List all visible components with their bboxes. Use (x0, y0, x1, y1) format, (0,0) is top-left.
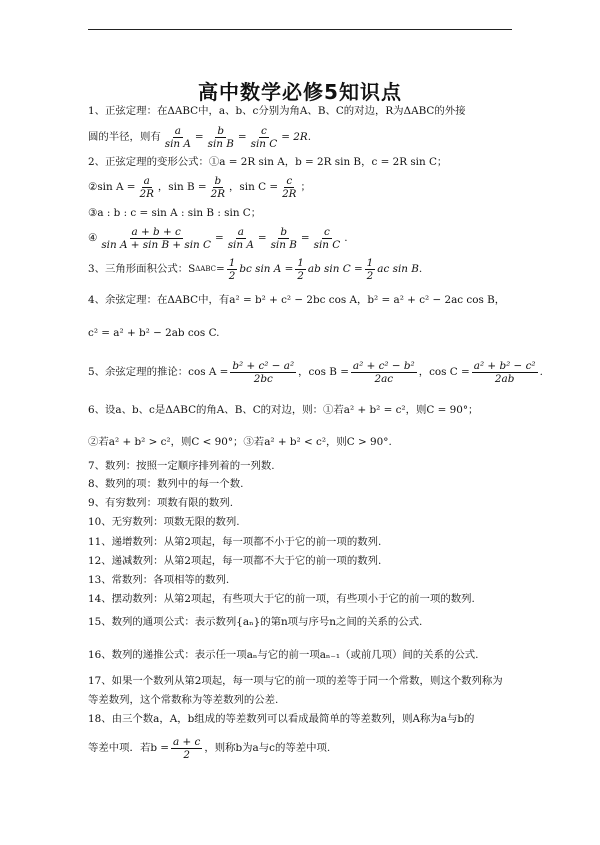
fraction-one-half (227, 257, 238, 282)
fraction-numerator: b (214, 174, 222, 187)
item-4-line-2: c² = a² + b² − 2ab cos C. (88, 327, 220, 339)
item-5-period: . (539, 366, 543, 378)
fraction-denominator: 2ab (494, 372, 515, 385)
fraction-numerator: a + c (173, 735, 201, 748)
item-12: 12、递减数列：从第2项起，每一项都不大于它的前一项的数列. (88, 555, 382, 567)
fraction-sum-ratio (99, 226, 213, 251)
header-rule (88, 29, 512, 30)
item-4-line-1: 4、余弦定理：在ΔABC中，有a² = b² + c² − 2bc cos A，b² = a² + c² − 2ac cos B， (88, 294, 506, 306)
item-8: 8、数列的项：数列中的每一个数. (88, 478, 244, 490)
item-18-line-1: 18、由三个数a，A，b组成的等差数列可以看成最简单的等差数列，则A称为a与b的 (88, 713, 475, 725)
fraction-numerator: 1 (228, 256, 236, 269)
fraction-denominator: sin B (207, 137, 234, 150)
fraction-c-over-sinC-2 (312, 226, 343, 251)
item-2-sinA-label: ②sin A = (88, 181, 136, 193)
fraction-numerator: c (286, 174, 293, 187)
item-6-line-2: ②若a² + b² > c²，则C < 90°；③若a² + b² < c²，则C > 90°. (88, 436, 392, 448)
fraction-denominator: sin C (313, 238, 341, 251)
fraction-numerator: 1 (297, 256, 304, 269)
fraction-denominator: 2R (139, 187, 154, 200)
fraction-one-half-2 (295, 257, 306, 282)
fraction-denominator: sin B (270, 238, 297, 251)
page-title: 高中数学必修5知识点 (198, 80, 402, 104)
fraction-numerator: b (217, 124, 225, 137)
item-6-line-1: 6、设a、b、c是ΔABC的角A、B、C的对边，则：①若a² + b² = c²，则C = 90°； (88, 404, 479, 416)
fraction-one-half-3 (365, 257, 376, 282)
fraction-denominator: sin A + sin B + sin C (101, 238, 211, 251)
item-3-term-bc: bc sin A = (239, 263, 294, 275)
item-16: 16、数列的递推公式：表示任一项aₙ与它的前一项aₙ₋₁（或前几项）间的关系的公式. (88, 649, 479, 661)
item-2-marker-4: ④ (88, 232, 98, 244)
item-3-subscript: ΔABC (195, 265, 216, 273)
item-1-line-1: 1、正弦定理：在ΔABC中，a、b、c分别为角A、B、C的对边，R为ΔABC的外接 (88, 105, 466, 117)
item-2-semicolon: ； (300, 181, 311, 193)
item-17-line-2: 等差数列，这个常数称为等差数列的公差. (88, 694, 279, 706)
item-2-line-2 (88, 174, 530, 200)
fraction-numerator: a (174, 124, 181, 137)
item-17-line-1: 17、如果一个数列从第2项起，每一项与它的前一项的差等于同一个常数，则这个数列称为 (88, 675, 503, 687)
item-2-line-1: 2、正弦定理的变形公式：①a = 2R sin A，b = 2R sin B，c = 2R sin C； (88, 156, 448, 168)
item-3-term-ac: ac sin B. (377, 263, 423, 275)
item-2-line-4: ④ $\frac{a + b + c}{\text{sin A + sin B + sin C}}$ = $\frac{a}{\text{sin A}}$ = $\frac{b}{\text{sin B}}$ = $\frac{c}{\text{sin C}}$ . (88, 225, 348, 251)
fraction-b-over-sinB-2 (269, 226, 299, 251)
item-2-period: . (344, 232, 348, 244)
item-3-label: 3、三角形面积公式：S (88, 263, 196, 275)
item-2-sinB-label: ，sin B = (157, 181, 207, 193)
fraction-a-over-sinA-2 (226, 226, 256, 251)
fraction-denominator: 2 (297, 269, 304, 282)
fraction-numerator: b² + c² − a² (232, 359, 295, 372)
item-5-cosB-label: ，cos B = (298, 366, 349, 378)
item-1-period: . (307, 131, 311, 143)
fraction-a-over-sinA (163, 125, 193, 150)
item-5-cosine-corollary (88, 358, 543, 386)
fraction-numerator: 1 (366, 256, 374, 269)
item-3-area-formula (88, 256, 530, 282)
fraction-denominator: 2R (210, 187, 226, 200)
fraction-numerator: a + b + c (131, 225, 181, 238)
fraction-a-over-2R (137, 175, 155, 200)
fraction-denominator: sin A (227, 238, 254, 251)
fraction-numerator: c (324, 225, 330, 238)
item-10: 10、无穷数列：项数无限的数列. (88, 516, 240, 528)
fraction-numerator: c (261, 124, 267, 137)
item-1-result: = 2R (281, 131, 308, 143)
item-11: 11、递增数列：从第2项起，每一项都不小于它的前一项的数列. (88, 536, 382, 548)
fraction-b-over-sinB (206, 125, 236, 150)
item-18-prefix: 等差中项．若b = (88, 742, 170, 754)
item-14: 14、摆动数列：从第2项起，有些项大于它的前一项，有些项小于它的前一项的数列. (88, 593, 475, 605)
fraction-denominator: sin A (164, 137, 191, 150)
item-1-line-2: 圆的半径，则有 $\frac{a}{\text{sin A}}$ = $\frac{b}{\text{sin B}}$ = $\frac{c}{\text{sin C}}$ = 2R . (88, 124, 311, 150)
item-15: 15、数列的通项公式：表示数列{aₙ}的第n项与序号n之间的关系的公式. (88, 616, 423, 628)
item-18-suffix: ，则称b为a与c的等差中项. (204, 742, 331, 754)
fraction-denominator: 2 (228, 269, 236, 282)
fraction-denominator: 2 (183, 748, 190, 761)
fraction-cosB (351, 360, 417, 385)
fraction-numerator: a² + c² − b² (352, 359, 415, 372)
fraction-denominator: 2 (366, 269, 374, 282)
fraction-denominator: 2ac (374, 372, 394, 385)
item-3-term-ab: ab sin C = (307, 263, 363, 275)
item-5-label: 5、余弦定理的推论：cos A = (88, 366, 229, 378)
item-2-sinC-label: ，sin C = (229, 181, 279, 193)
item-9: 9、有穷数列：项数有限的数列. (88, 497, 233, 509)
item-3-equals: = (216, 263, 225, 275)
fraction-denominator: 2bc (253, 372, 273, 385)
item-13: 13、常数列：各项相等的数列. (88, 574, 230, 586)
fraction-numerator: a² + b² − c² (473, 359, 536, 372)
fraction-denominator: sin C (250, 137, 278, 150)
fraction-denominator: 2R (282, 187, 297, 200)
fraction-c-over-sinC (249, 125, 280, 150)
fraction-c-over-2R (280, 175, 298, 200)
fraction-cosC (472, 360, 538, 385)
fraction-numerator: a (237, 225, 244, 238)
fraction-a-plus-c-over-2 (171, 736, 202, 761)
item-2-line-3: ③a : b : c = sin A : sin B : sin C； (88, 207, 262, 219)
item-5-cosC-label: ，cos C = (418, 366, 470, 378)
item-1-prefix: 圆的半径，则有 (88, 131, 161, 143)
item-7: 7、数列：按照一定顺序排列着的一列数. (88, 460, 275, 472)
item-18-line-2 (88, 733, 530, 763)
fraction-numerator: b (280, 225, 288, 238)
fraction-cosA (230, 360, 296, 385)
fraction-b-over-2R (209, 175, 227, 200)
fraction-numerator: a (143, 174, 150, 187)
